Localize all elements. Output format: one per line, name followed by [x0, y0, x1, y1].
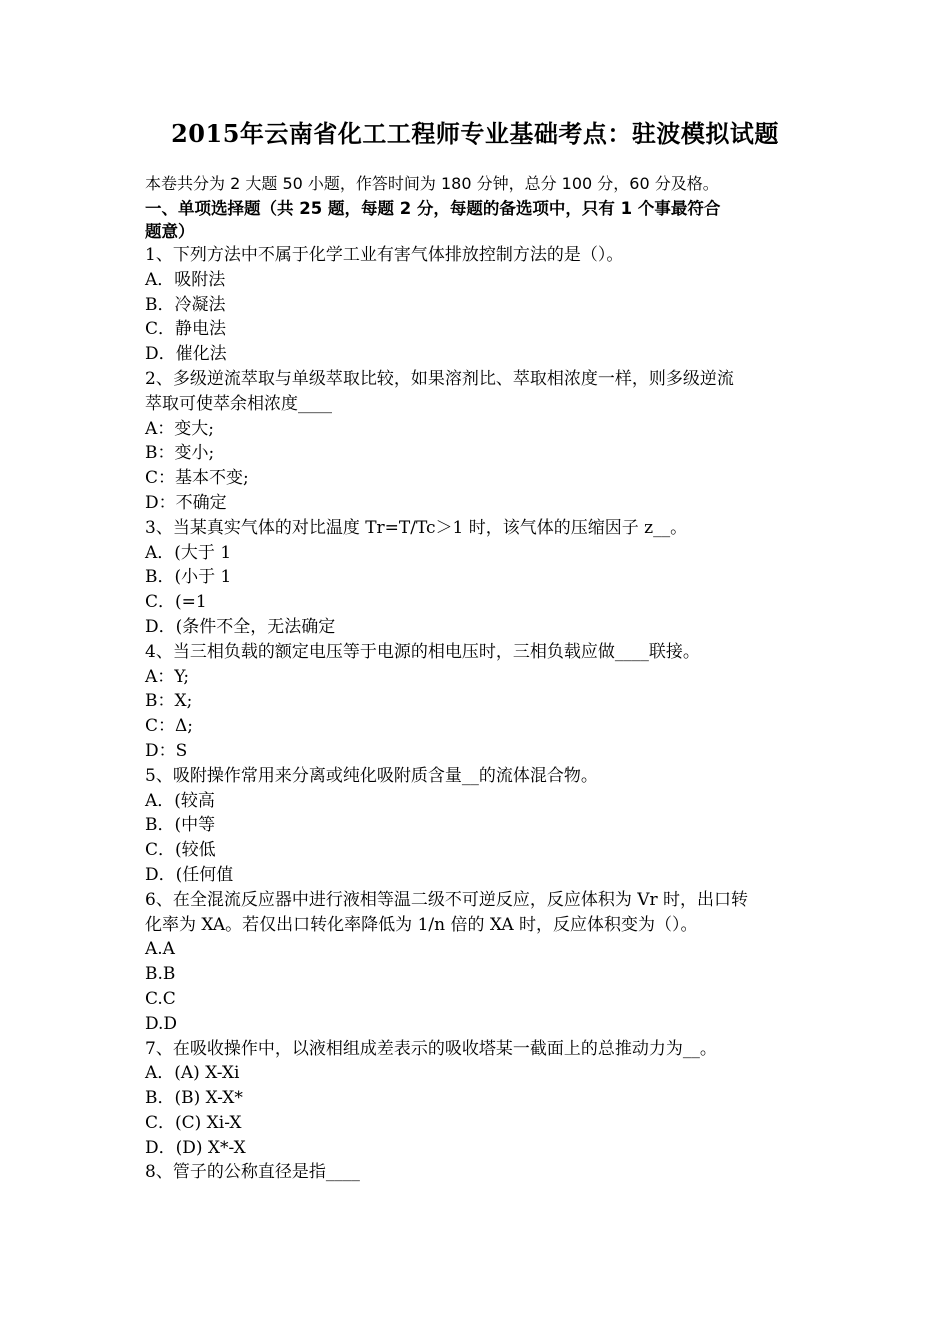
- option-item: C.C: [145, 988, 176, 1009]
- section-heading: [145, 197, 815, 243]
- option-item: B：X;: [145, 691, 193, 712]
- option-item: C．(C) Xi-X: [145, 1112, 242, 1133]
- exam-intro: 本卷共分为 2 大题 50 小题，作答时间为 180 分钟，总分 100 分，60 分及格。: [145, 174, 719, 193]
- option-list: [145, 937, 815, 1036]
- option-item: B．(B) X-X*: [145, 1088, 243, 1109]
- option-item: A．(大于 1: [145, 542, 232, 563]
- option-item: D．(D) X*-X: [145, 1137, 246, 1158]
- option-item: C：基本不变;: [145, 468, 249, 489]
- option-item: B：变小;: [145, 443, 215, 464]
- section-heading-line-1: 一、单项选择题（共 25 题，每题 2 分，每题的备选项中，只有 1 个事最符合: [145, 199, 721, 218]
- question-6: [145, 888, 815, 1037]
- option-list: [145, 1061, 815, 1160]
- question-2: [145, 367, 815, 516]
- option-item: A．(A) X-Xi: [145, 1063, 240, 1084]
- option-list: [145, 665, 815, 764]
- option-item: D：不确定: [145, 492, 227, 513]
- option-item: C．(=1: [145, 592, 207, 613]
- question-text: 1、下列方法中不属于化学工业有害气体排放控制方法的是（）。: [145, 245, 624, 265]
- option-item: C．静电法: [145, 319, 227, 340]
- option-list: [145, 789, 815, 888]
- option-item: C：Δ;: [145, 716, 194, 737]
- option-item: A：变大;: [145, 418, 215, 439]
- document-body: [145, 171, 815, 1185]
- question-text: 5、吸附操作常用来分离或纯化吸附质含量__的流体混合物。: [145, 765, 598, 786]
- option-item: D：S: [145, 740, 188, 761]
- section-heading-line-2: 题意）: [145, 222, 195, 241]
- option-list: [145, 541, 815, 640]
- option-item: D．(任何值: [145, 864, 234, 885]
- option-item: A：Y;: [145, 666, 190, 687]
- question-8: [145, 1160, 815, 1185]
- option-item: A．(较高: [145, 790, 215, 811]
- question-7: [145, 1037, 815, 1161]
- option-item: B．(中等: [145, 815, 216, 836]
- question-text: 4、当三相负载的额定电压等于电源的相电压时，三相负载应做____联接。: [145, 641, 700, 662]
- option-item: C．(较低: [145, 840, 216, 861]
- question-1: [145, 243, 815, 367]
- question-text: 化率为 XA。若仅出口转化率降低为 1/n 倍的 XA 时，反应体积变为（）。: [145, 914, 698, 935]
- question-text: 7、在吸收操作中，以液相组成差表示的吸收塔某一截面上的总推动力为__。: [145, 1038, 717, 1059]
- question-text: 6、在全混流反应器中进行液相等温二级不可逆反应，反应体积为 Vr 时，出口转: [145, 889, 749, 910]
- option-item: D.D: [145, 1013, 178, 1034]
- option-list: [145, 417, 815, 516]
- option-item: B.B: [145, 964, 176, 985]
- question-4: [145, 640, 815, 764]
- option-list: [145, 268, 815, 367]
- question-text: 萃取可使萃余相浓度____: [145, 393, 332, 414]
- page-title: 2015年云南省化工工程师专业基础考点：驻波模拟试题: [171, 119, 779, 148]
- option-item: A．吸附法: [145, 269, 226, 290]
- question-3: [145, 516, 815, 640]
- option-item: B．冷凝法: [145, 294, 226, 315]
- option-item: D．催化法: [145, 344, 227, 365]
- question-5: [145, 764, 815, 888]
- option-item: B．(小于 1: [145, 567, 232, 588]
- question-text: 8、管子的公称直径是指____: [145, 1162, 360, 1183]
- option-item: D．(条件不全，无法确定: [145, 616, 336, 637]
- question-list: [145, 243, 815, 1185]
- option-item: A.A: [145, 939, 175, 960]
- question-text: 2、多级逆流萃取与单级萃取比较，如果溶剂比、萃取相浓度一样，则多级逆流: [145, 368, 734, 389]
- question-text: 3、当某真实气体的对比温度 Tr=T/Tc＞1 时，该气体的压缩因子 z__。: [145, 517, 688, 538]
